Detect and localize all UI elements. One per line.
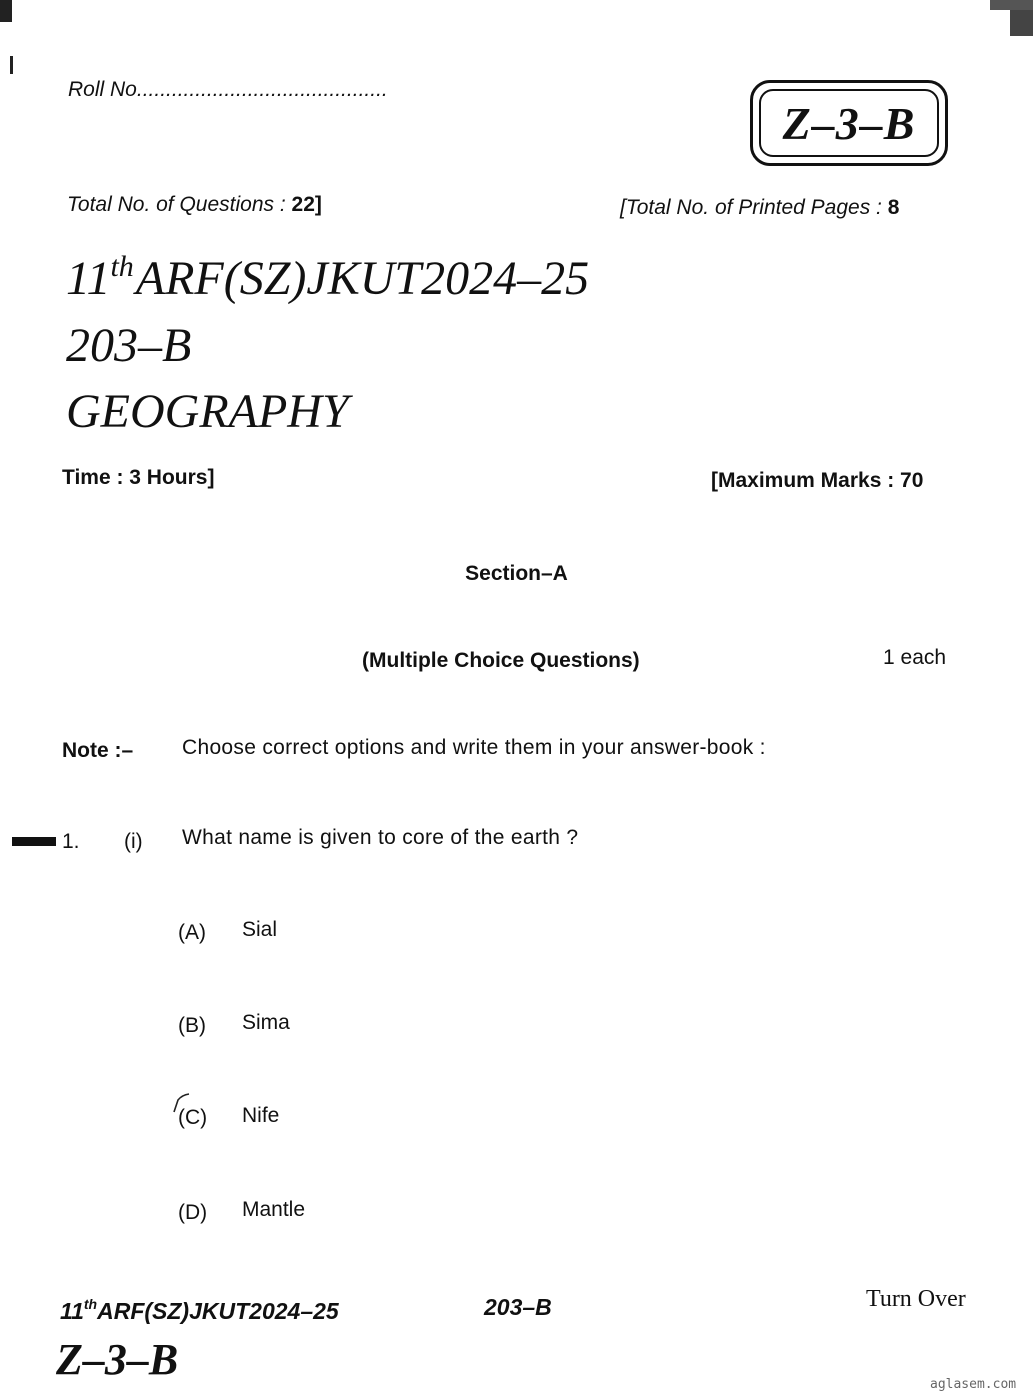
option-label: (B) (178, 1014, 206, 1037)
option-text: Nife (242, 1104, 280, 1127)
option-label: (D) (178, 1201, 208, 1224)
footer-exam-code (60, 1296, 339, 1325)
scan-mark (1010, 10, 1033, 36)
scan-mark (990, 0, 1033, 10)
footer-code-rest: ARF(SZ)JKUT2024–25 (97, 1297, 339, 1324)
printed-pages-label: [Total No. of Printed Pages : (620, 196, 888, 219)
watermark: aglasem.com (930, 1377, 1017, 1392)
option-text: Sial (242, 918, 278, 941)
marks-each: 1 each (883, 646, 947, 669)
exam-title-sup: th (110, 250, 134, 283)
footer-code-prefix: 11 (60, 1297, 84, 1324)
question-text: What name is given to core of the earth ? (182, 826, 579, 849)
note-text: Choose correct options and write them in your answer-book : (182, 736, 766, 759)
turn-over: Turn Over (866, 1286, 966, 1312)
note-label: Note :– (62, 739, 134, 762)
question-number: 1. (62, 830, 80, 853)
margin-marker (12, 837, 56, 846)
total-questions-label: Total No. of Questions : (67, 193, 292, 216)
paper-code: Z–3–B (759, 89, 939, 157)
footer-series-code: Z–3–B (56, 1335, 179, 1384)
printed-pages (620, 196, 899, 220)
printed-pages-value: 8 (887, 196, 900, 219)
footer-code-sup: th (83, 1296, 98, 1312)
handwritten-tick-icon (172, 1092, 192, 1114)
time-allowed: Time : 3 Hours] (62, 466, 215, 489)
paper-code-box (750, 80, 948, 166)
roll-number-field: Roll No........................................... (68, 78, 388, 101)
option-label: (C) (178, 1106, 208, 1129)
option-text: Sima (242, 1011, 290, 1034)
exam-title-rest: ARF(SZ)JKUT2024–25 (135, 252, 590, 305)
total-questions-value: 22] (291, 193, 322, 216)
total-questions (67, 193, 322, 217)
scan-mark (0, 0, 12, 22)
section-heading: Section–A (465, 562, 568, 585)
paper-number: 203–B (66, 319, 192, 372)
question-subpart: (i) (124, 830, 143, 853)
subject-title: GEOGRAPHY (66, 385, 349, 438)
scan-mark (10, 56, 13, 74)
section-type: (Multiple Choice Questions) (362, 649, 640, 672)
exam-title-prefix: 11 (66, 252, 111, 305)
option-text: Mantle (242, 1198, 306, 1221)
maximum-marks: [Maximum Marks : 70 (711, 469, 924, 492)
option-label: (A) (178, 921, 206, 944)
footer-paper-number: 203–B (484, 1294, 552, 1320)
exam-title (66, 250, 589, 306)
